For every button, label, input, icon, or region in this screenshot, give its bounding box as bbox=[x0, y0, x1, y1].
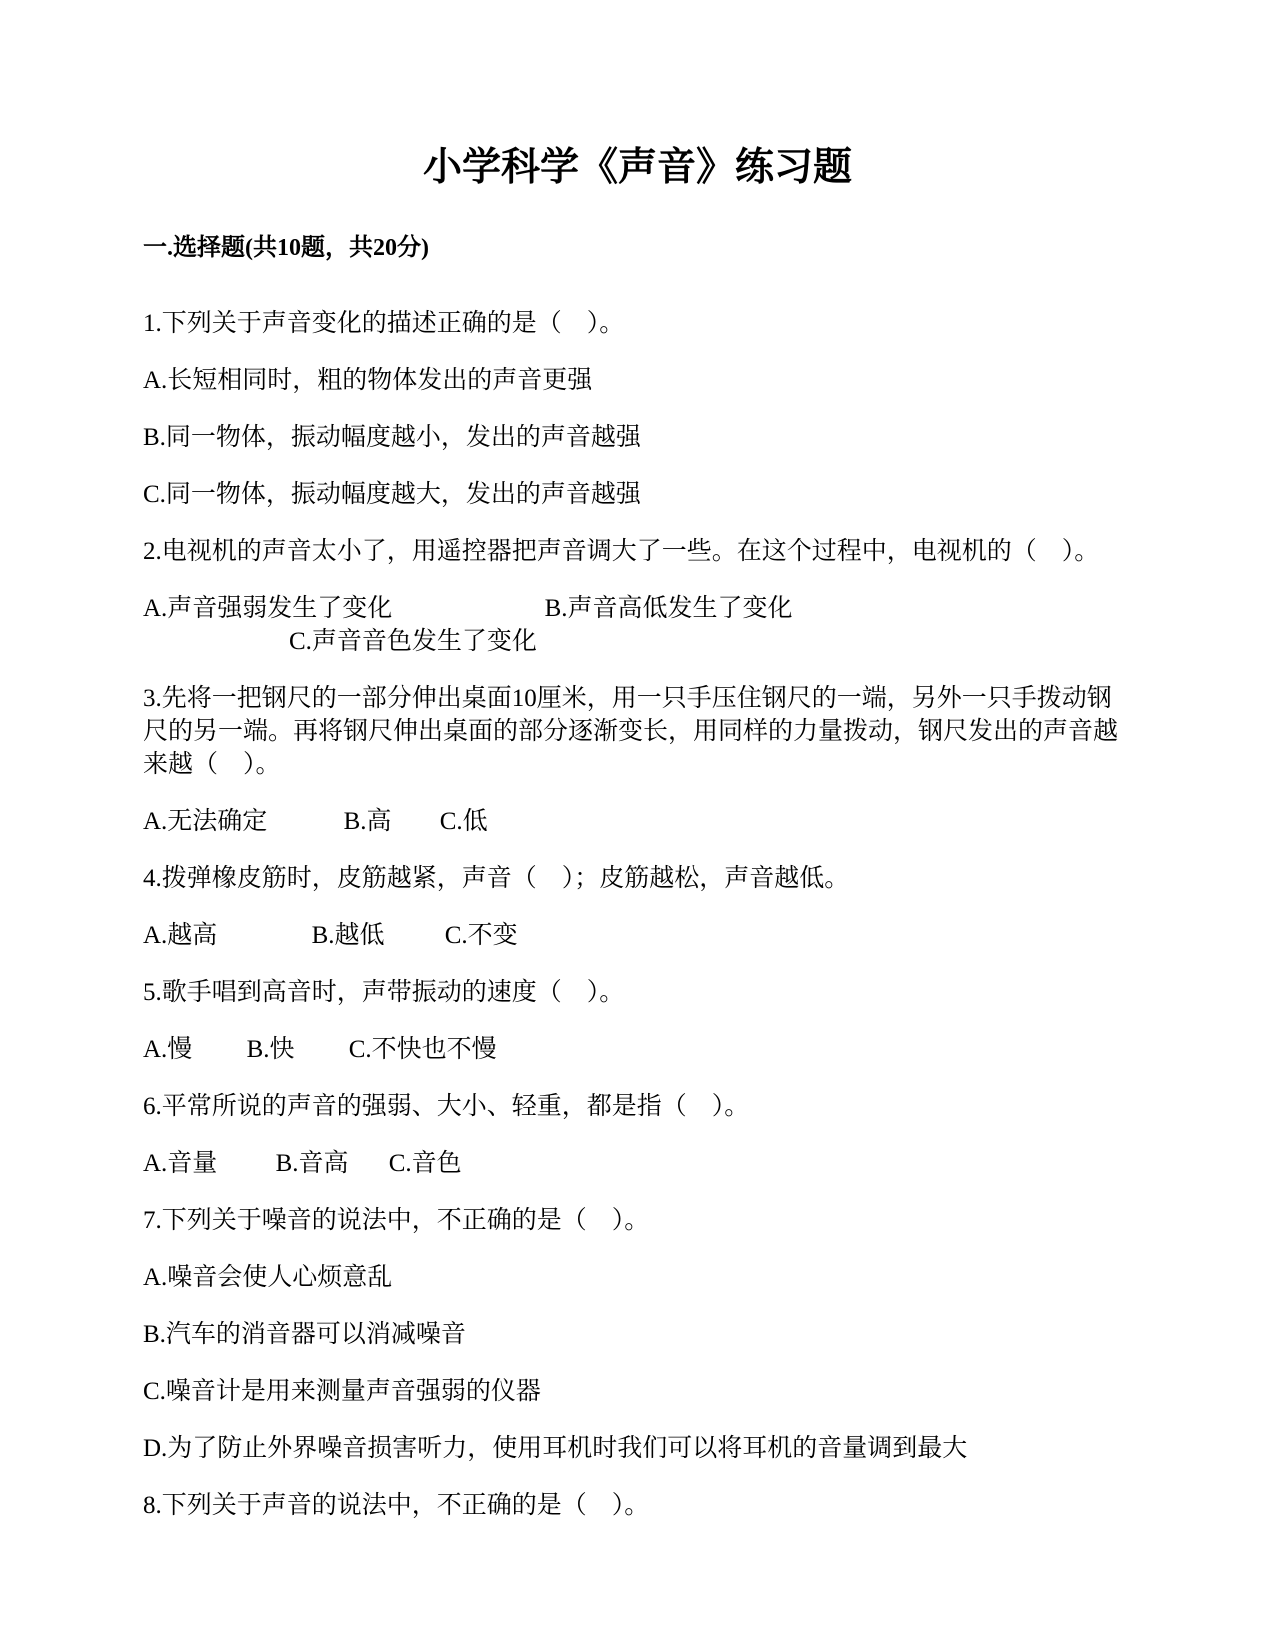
question-2-option-c: C.声音音色发生了变化 bbox=[289, 628, 537, 655]
question-5-stem: 5.歌手唱到高音时，声带振动的速度（ ）。 bbox=[143, 979, 625, 1006]
question-3-stem: 3.先将一把钢尺的一部分伸出桌面10厘米，用一只手压住钢尺的一端，另外一只手拨动钢尺的另一端。再将钢尺伸出桌面的部分逐渐变长，用同样的力量拨动，钢尺发出的声音越来越（ ）。 bbox=[143, 685, 1119, 778]
question-7-stem: 7.下列关于噪音的说法中，不正确的是（ ）。 bbox=[143, 1207, 650, 1234]
question-7-option-d: D.为了防止外界噪音损害听力，使用耳机时我们可以将耳机的音量调到最大 bbox=[143, 1435, 968, 1462]
section-header: 一.选择题(共10题，共20分) bbox=[143, 235, 429, 261]
question-5-options-row bbox=[143, 1033, 1132, 1066]
question-6-option-c: C.音色 bbox=[388, 1150, 462, 1177]
question-1-option-c: C.同一物体，振动幅度越大，发出的声音越强 bbox=[143, 481, 641, 508]
question-1-option-b: B.同一物体，振动幅度越小，发出的声音越强 bbox=[143, 424, 641, 451]
question-7-option-b: B.汽车的消音器可以消减噪音 bbox=[143, 1321, 466, 1348]
question-1-stem: 1.下列关于声音变化的描述正确的是（ ）。 bbox=[143, 310, 625, 337]
question-3-option-b: B.高 bbox=[343, 808, 392, 835]
question-6-option-a: A.音量 bbox=[143, 1150, 218, 1177]
question-3-option-c: C.低 bbox=[439, 808, 488, 835]
question-7-option-c: C.噪音计是用来测量声音强弱的仪器 bbox=[143, 1378, 541, 1405]
question-2-option-b: B.声音高低发生了变化 bbox=[544, 595, 793, 622]
question-3-option-a: A.无法确定 bbox=[143, 808, 268, 835]
question-4-option-a: A.越高 bbox=[143, 922, 218, 949]
question-5-option-c: C.不快也不慢 bbox=[348, 1036, 497, 1063]
question-2-stem: 2.电视机的声音太小了，用遥控器把声音调大了一些。在这个过程中，电视机的（ ）。 bbox=[143, 538, 1100, 565]
question-5-option-a: A.慢 bbox=[143, 1036, 193, 1063]
question-6-options-row bbox=[143, 1147, 1132, 1180]
question-4-options-row bbox=[143, 919, 1132, 952]
question-7-option-a: A.噪音会使人心烦意乱 bbox=[143, 1264, 393, 1291]
question-4-option-c: C.不变 bbox=[444, 922, 518, 949]
question-6-option-b: B.音高 bbox=[275, 1150, 349, 1177]
question-5-option-b: B.快 bbox=[246, 1036, 295, 1063]
question-3-options-row bbox=[143, 805, 1132, 838]
question-8-stem: 8.下列关于声音的说法中，不正确的是（ ）。 bbox=[143, 1492, 650, 1519]
question-2-option-a: A.声音强弱发生了变化 bbox=[143, 595, 393, 622]
question-4-option-b: B.越低 bbox=[311, 922, 385, 949]
page-title: 小学科学《声音》练习题 bbox=[422, 146, 852, 189]
question-4-stem: 4.拨弹橡皮筋时，皮筋越紧，声音（ ）；皮筋越松，声音越低。 bbox=[143, 865, 850, 892]
question-1-option-a: A.长短相同时，粗的物体发出的声音更强 bbox=[143, 367, 593, 394]
question-2-options-row bbox=[143, 592, 1132, 658]
question-6-stem: 6.平常所说的声音的强弱、大小、轻重，都是指（ ）。 bbox=[143, 1093, 750, 1120]
